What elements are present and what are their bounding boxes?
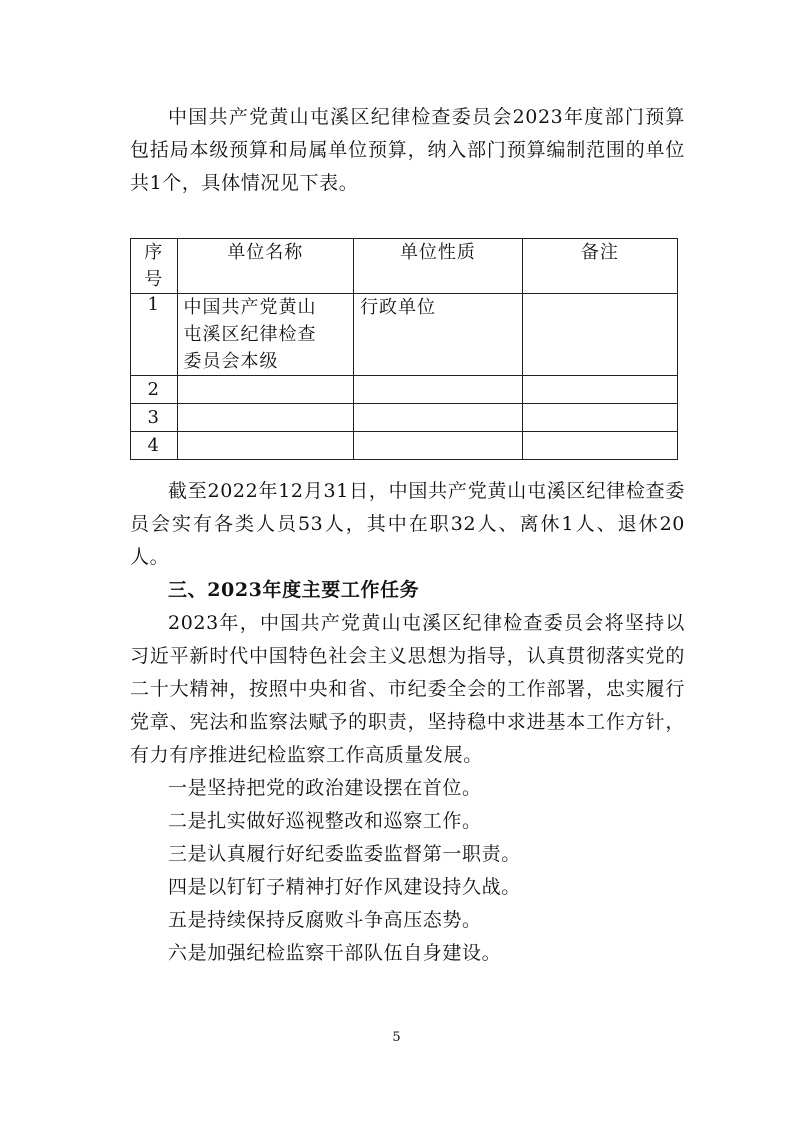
cell-name	[177, 294, 354, 376]
section-title: 三、2023年度主要工作任务	[168, 579, 420, 601]
task-item: 三是认真履行好纪委监委监督第一职责。	[168, 843, 521, 865]
cell-name	[177, 432, 354, 460]
cell-type	[354, 432, 523, 460]
task-item: 四是以钉钉子精神打好作风建设持久战。	[168, 876, 521, 898]
cell-name-line3: 委员会本级	[183, 351, 279, 372]
cell-no: 1	[131, 294, 178, 376]
header-type: 单位性质	[354, 239, 523, 294]
cell-no: 3	[131, 404, 178, 432]
task-item: 五是持续保持反腐败斗争高压态势。	[168, 909, 482, 931]
table-row	[131, 404, 678, 432]
cell-type: 行政单位	[354, 294, 523, 376]
task-item: 一是坚持把党的政治建设摆在首位。	[168, 777, 482, 799]
header-no-line2: 号	[144, 269, 164, 290]
cell-note	[522, 294, 677, 376]
cell-name	[177, 404, 354, 432]
page-number: 5	[392, 1030, 401, 1045]
cell-name-line1: 中国共产党黄山	[183, 297, 317, 318]
cell-note	[522, 376, 677, 404]
intro-paragraph: 中国共产党黄山屯溪区纪律检查委员会2023年度部门预算包括局本级预算和局属单位预算，纳入部门预算编制范围的单位共1个，具体情况见下表。	[130, 106, 685, 194]
header-name: 单位名称	[177, 239, 354, 294]
cell-name	[177, 376, 354, 404]
table-header-row	[131, 239, 678, 294]
cell-type	[354, 376, 523, 404]
cell-note	[522, 404, 677, 432]
task-item: 二是扎实做好巡视整改和巡察工作。	[168, 810, 482, 832]
table-row	[131, 432, 678, 460]
task-item: 六是加强纪检监察干部队伍自身建设。	[168, 942, 502, 964]
cell-type	[354, 404, 523, 432]
table-row	[131, 294, 678, 376]
cell-name-line2: 屯溪区纪律检查	[183, 324, 317, 345]
header-note: 备注	[522, 239, 677, 294]
header-no	[131, 239, 178, 294]
unit-table	[130, 238, 678, 460]
cell-note	[522, 432, 677, 460]
cell-no: 4	[131, 432, 178, 460]
header-no-line1: 序	[144, 242, 164, 263]
work-intro-paragraph: 2023年，中国共产党黄山屯溪区纪律检查委员会将坚持以习近平新时代中国特色社会主义思想为指导，认真贯彻落实党的二十大精神，按照中央和省、市纪委全会的工作部署，忠实履行党章、宪法和监察法赋予的职责，坚持稳中求进基本工作方针，有力有序推进纪检监察工作高质量发展。	[130, 612, 685, 766]
staff-paragraph: 截至2022年12月31日，中国共产党黄山屯溪区纪律检查委员会实有各类人员53人，其中在职32人、离休1人、退休20人。	[130, 480, 685, 568]
table-row	[131, 376, 678, 404]
cell-no: 2	[131, 376, 178, 404]
